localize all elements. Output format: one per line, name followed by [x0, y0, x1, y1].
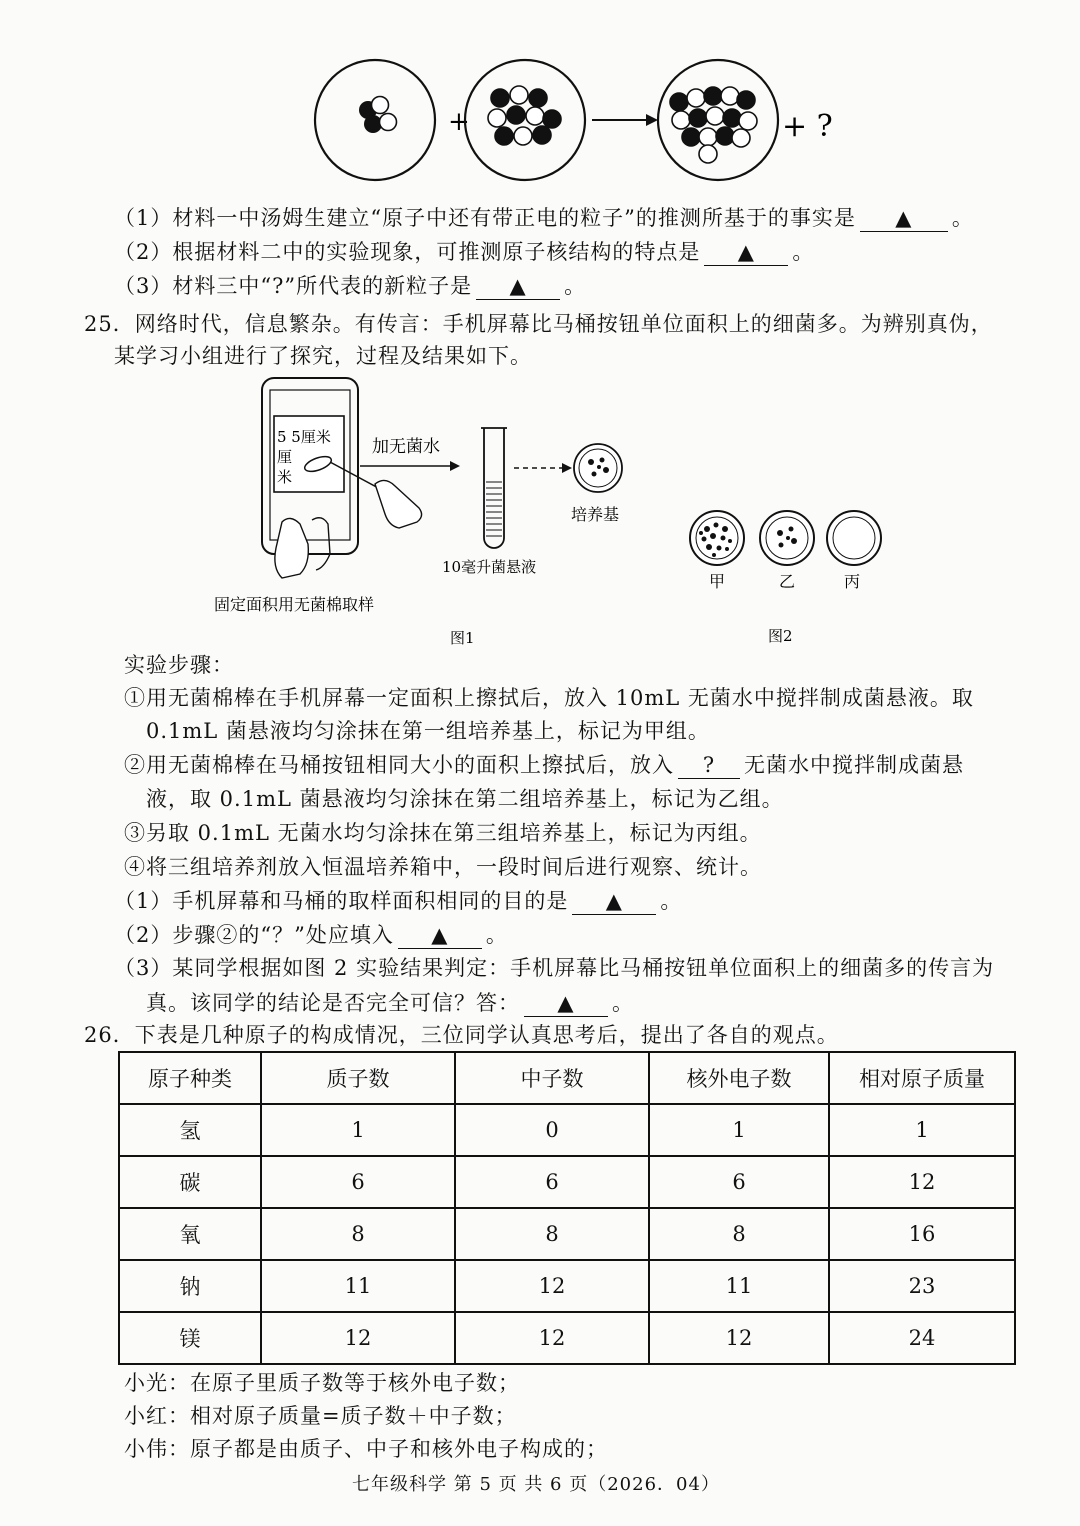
answer-blank[interactable]: ▲: [524, 990, 608, 1017]
table-header-row: [119, 1052, 1015, 1104]
answer-blank[interactable]: ▲: [572, 888, 656, 915]
tube-label: 10毫升菌悬液: [442, 558, 537, 576]
figure-2-results: [680, 505, 900, 655]
step-1-b: 0.1mL 菌悬液均匀涂抹在第一组培养基上，标记为甲组。: [146, 719, 710, 743]
table-cell: 12: [649, 1312, 829, 1364]
table-cell: 8: [261, 1208, 455, 1260]
answer-blank[interactable]: ▲: [398, 922, 482, 949]
step-3: ③另取 0.1mL 无菌水均匀涂抹在第三组培养基上，标记为丙组。: [124, 821, 762, 845]
figure-2-caption: 图2: [768, 627, 793, 645]
table-cell: 11: [261, 1260, 455, 1312]
table-cell: 1: [649, 1104, 829, 1156]
result-plus-question: + ?: [782, 109, 833, 144]
table-cell: 镁: [119, 1312, 261, 1364]
table-header: 质子数: [261, 1052, 455, 1104]
table-cell: 12: [455, 1260, 649, 1312]
answer-blank[interactable]: ▲: [860, 205, 948, 232]
table-cell: 氢: [119, 1104, 261, 1156]
step-2-a: ②用无菌棉棒在马桶按钮相同大小的面积上擦拭后，放入 ? 无菌水中搅拌制成菌悬: [124, 753, 964, 777]
size-label-left-1: 厘: [277, 448, 293, 466]
page-footer: 七年级科学 第 5 页 共 6 页（2026．04）: [352, 1474, 720, 1495]
answer-blank-question[interactable]: ?: [678, 752, 740, 779]
table-header: 核外电子数: [649, 1052, 829, 1104]
table-header: 原子种类: [119, 1052, 261, 1104]
opinion-xiaohong: 小红：相对原子质量=质子数＋中子数；: [124, 1404, 517, 1428]
dish-label-jia: 甲: [709, 572, 726, 591]
q25-sub2: （2）步骤②的“？”处应填入 ▲ 。: [114, 923, 508, 947]
q25-stem-line2: 某学习小组进行了探究，过程及结果如下。: [114, 344, 532, 368]
table-cell: 23: [829, 1260, 1015, 1312]
table-cell: 12: [829, 1156, 1015, 1208]
table-cell: 16: [829, 1208, 1015, 1260]
q26-stem: 26．下表是几种原子的构成情况，三位同学认真思考后，提出了各自的观点。: [84, 1023, 839, 1047]
q25-sub3-b: 真。该同学的结论是否完全可信？答： ▲ 。: [146, 991, 634, 1015]
table-row: [119, 1104, 1015, 1156]
q25-sub3-a: （3）某同学根据如图 2 实验结果判定：手机屏幕比马桶按钮单位面积上的细菌多的传言为: [114, 956, 995, 980]
table-cell: 氧: [119, 1208, 261, 1260]
table-cell: 11: [649, 1260, 829, 1312]
figure-1-sampling: [210, 372, 660, 662]
table-header: 相对原子质量: [829, 1052, 1015, 1104]
figure-1-caption: 图1: [450, 629, 475, 647]
table-cell: 8: [455, 1208, 649, 1260]
size-label-top: 5 5厘米: [277, 428, 331, 446]
table-cell: 0: [455, 1104, 649, 1156]
atom-composition-table: [118, 1051, 1016, 1365]
table-cell: 6: [649, 1156, 829, 1208]
answer-blank[interactable]: ▲: [476, 273, 560, 300]
dish-label-yi: 乙: [779, 572, 796, 591]
step-4: ④将三组培养剂放入恒温培养箱中，一段时间后进行观察、统计。: [124, 855, 762, 879]
table-cell: 钠: [119, 1260, 261, 1312]
dish-label-bing: 丙: [844, 572, 861, 591]
table-cell: 6: [455, 1156, 649, 1208]
opinion-xiaoguang: 小光：在原子里质子数等于核外电子数；: [124, 1371, 520, 1395]
medium-label: 培养基: [571, 505, 620, 524]
q25-sub1: （1）手机屏幕和马桶的取样面积相同的目的是 ▲ 。: [114, 889, 683, 913]
table-cell: 1: [829, 1104, 1015, 1156]
step-1-a: ①用无菌棉棒在手机屏幕一定面积上擦拭后，放入 10mL 无菌水中搅拌制成菌悬液。取: [124, 686, 974, 710]
table-row: [119, 1208, 1015, 1260]
size-label-left-2: 米: [277, 468, 293, 486]
table-row: [119, 1312, 1015, 1364]
q25-stem-line1: 25．网络时代，信息繁杂。有传言：手机屏幕比马桶按钮单位面积上的细菌多。为辨别真伪，: [84, 312, 993, 336]
table-cell: 6: [261, 1156, 455, 1208]
table-header: 中子数: [455, 1052, 649, 1104]
table-cell: 1: [261, 1104, 455, 1156]
table-cell: 碳: [119, 1156, 261, 1208]
table-cell: 24: [829, 1312, 1015, 1364]
table-cell: 12: [261, 1312, 455, 1364]
q24-sub2: （2）根据材料二中的实验现象，可推测原子核结构的特点是 ▲ 。: [114, 240, 815, 264]
add-water-label: 加无菌水: [372, 437, 440, 457]
q24-sub3: （3）材料三中“?”所代表的新粒子是 ▲ 。: [114, 274, 587, 298]
table-cell: 12: [455, 1312, 649, 1364]
plus-sign: +: [448, 107, 470, 137]
opinion-xiaowei: 小伟：原子都是由质子、中子和核外电子构成的；: [124, 1437, 608, 1461]
table-cell: 8: [649, 1208, 829, 1260]
q24-sub1: （1）材料一中汤姆生建立“原子中还有带正电的粒子”的推测所基于的事实是 ▲ 。: [114, 206, 974, 230]
nuclear-reaction-diagram: [300, 58, 860, 198]
table-row: [119, 1156, 1015, 1208]
step-2-b: 液，取 0.1mL 菌悬液均匀涂抹在第二组培养基上，标记为乙组。: [146, 787, 784, 811]
sampling-caption: 固定面积用无菌棉取样: [214, 595, 375, 614]
table-row: [119, 1260, 1015, 1312]
steps-title: 实验步骤：: [124, 653, 234, 677]
answer-blank[interactable]: ▲: [704, 239, 788, 266]
